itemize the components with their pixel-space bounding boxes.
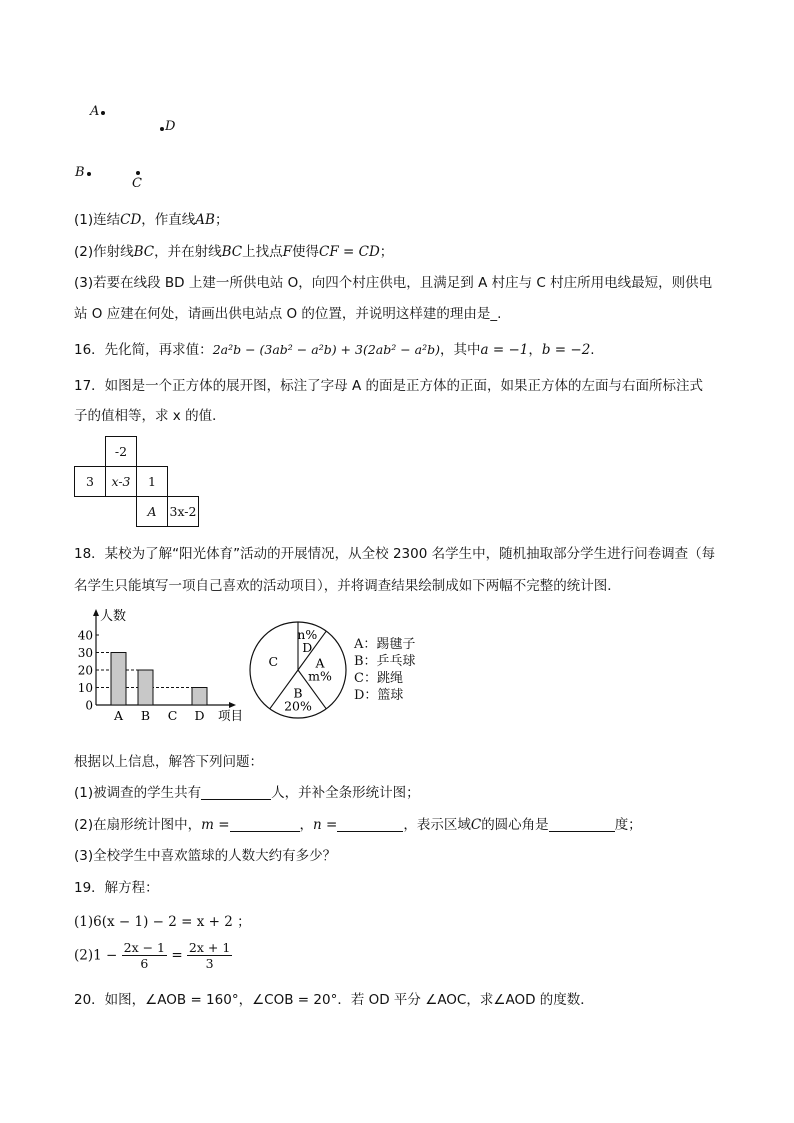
net-cell-far: 3x-2 [168, 497, 199, 527]
net-cell-right: 1 [137, 467, 168, 497]
q15-part3-line2: 站 O 应建在何处，请画出供电站点 O 的位置，并说明这样建的理由是_. [74, 306, 502, 322]
q19-eq2: (2)1 − $\frac{2x - 1}{6}$ = $\frac{2x + 1}{3}$ [74, 940, 231, 971]
q15-part3-line1: (3)若要在线段 BD 上建一所供电站 O，向四个村庄供电，且满足到 A 村庄与 C 村庄所用电线最短，则供电 [74, 275, 713, 291]
q16: 16．先化简，再求值：2a²b − (3ab² − a²b) + 3(2ab² − a²b)，其中a = −1，b = −2. [74, 342, 595, 358]
answer-blank-angle[interactable] [549, 817, 615, 832]
legend-item-d: D：篮球 [354, 688, 404, 703]
net-cell-left: 3 [75, 467, 106, 497]
answer-blank-total[interactable] [201, 785, 271, 800]
q17-line1: 17．如图是一个正方体的展开图，标注了字母 A 的面是正方体的正面，如果正方体的左面与右面所标注式 [74, 378, 703, 394]
pie-chart [246, 618, 350, 722]
pie-legend [354, 636, 416, 704]
y-axis-arrow [93, 609, 99, 616]
q17-line2: 子的值相等，求 x 的值． [74, 408, 226, 424]
point-a-dot [101, 111, 105, 115]
point-d-dot [160, 127, 164, 131]
x-tick-label: A [113, 708, 124, 723]
q18-sub1: (1)被调查的学生共有 人，并补全条形统计图； [74, 785, 420, 801]
x-tick-label: C [167, 708, 178, 723]
fraction-1: $\frac{2x - 1}{6}$ [123, 940, 166, 971]
y-axis-label: 人数 [100, 609, 127, 624]
pie-slice-label: n% [297, 626, 318, 642]
q20: 20．如图，∠AOB = 160°，∠COB = 20°．若 OD 平分 ∠AOC，求∠AOD 的度数． [74, 992, 594, 1008]
point-c-label: C [132, 176, 142, 191]
y-tick-label: 10 [77, 681, 93, 695]
q15-part2: (2)作射线BC，并在射线BC上找点F使得CF = CD； [74, 244, 394, 260]
point-d-label: D [165, 119, 176, 134]
pie-slice-label: 20% [284, 698, 312, 714]
pie-slice-label: C [268, 653, 279, 669]
pie-slice-label: D [302, 639, 313, 655]
q16-expression: 2a²b − (3ab² − a²b) + 3(2ab² − a²b) [212, 342, 441, 357]
q18-sub3: (3)全校学生中喜欢篮球的人数大约有多少？ [74, 848, 337, 864]
q18-line2: 名学生只能填写一项自己喜欢的活动项目），并将调查结果绘制成如下两幅不完整的统计图． [74, 578, 621, 594]
answer-blank-m[interactable] [230, 817, 300, 832]
point-b-label: B [75, 165, 85, 180]
fraction-2: $\frac{2x + 1}{3}$ [188, 940, 231, 971]
q18-info: 根据以上信息，解答下列问题： [74, 754, 263, 770]
x-tick-label: B [140, 708, 151, 723]
bar-b [138, 670, 153, 705]
answer-blank-n[interactable] [337, 817, 403, 832]
net-cell-bottom: A [137, 497, 168, 527]
pie-slice-label: A [315, 655, 325, 671]
y-tick-label: 40 [77, 628, 93, 643]
y-tick-label: 0 [85, 698, 93, 713]
q18-line1: 18．某校为了解“阳光体育”活动的开展情况，从全校 2300 名学生中，随机抽取部分学生进行问卷调查（每 [74, 546, 716, 562]
bar-d [192, 688, 207, 706]
x-tick-label: D [194, 708, 205, 723]
point-a-label: A [90, 104, 100, 119]
y-tick-label: 20 [77, 663, 93, 678]
pie-slice-label: m% [308, 668, 332, 684]
q19-eq1: (1)6(x − 1) − 2 = x + 2 ； [74, 914, 251, 930]
q15-part1: (1)连结CD，作直线AB； [74, 212, 229, 228]
bar-chart [66, 603, 252, 725]
point-c-dot [136, 171, 140, 175]
legend-item-a: A：踢毽子 [354, 637, 416, 652]
net-cell-center: x-3 [106, 467, 137, 497]
pie-slice-label: B [293, 685, 303, 701]
y-tick-label: 30 [77, 646, 93, 660]
q18-sub2: (2)在扇形统计图中，m = ，n = ，表示区域C的圆心角是 度； [74, 817, 642, 833]
cube-net [74, 436, 199, 527]
q19-title: 19．解方程： [74, 880, 159, 896]
legend-item-b: B：乒乓球 [354, 654, 416, 669]
x-axis-label: 项目 [218, 708, 244, 723]
point-b-dot [87, 172, 91, 176]
net-cell-top: -2 [106, 437, 137, 467]
bar-a [111, 653, 126, 706]
legend-item-c: C：跳绳 [354, 671, 403, 686]
